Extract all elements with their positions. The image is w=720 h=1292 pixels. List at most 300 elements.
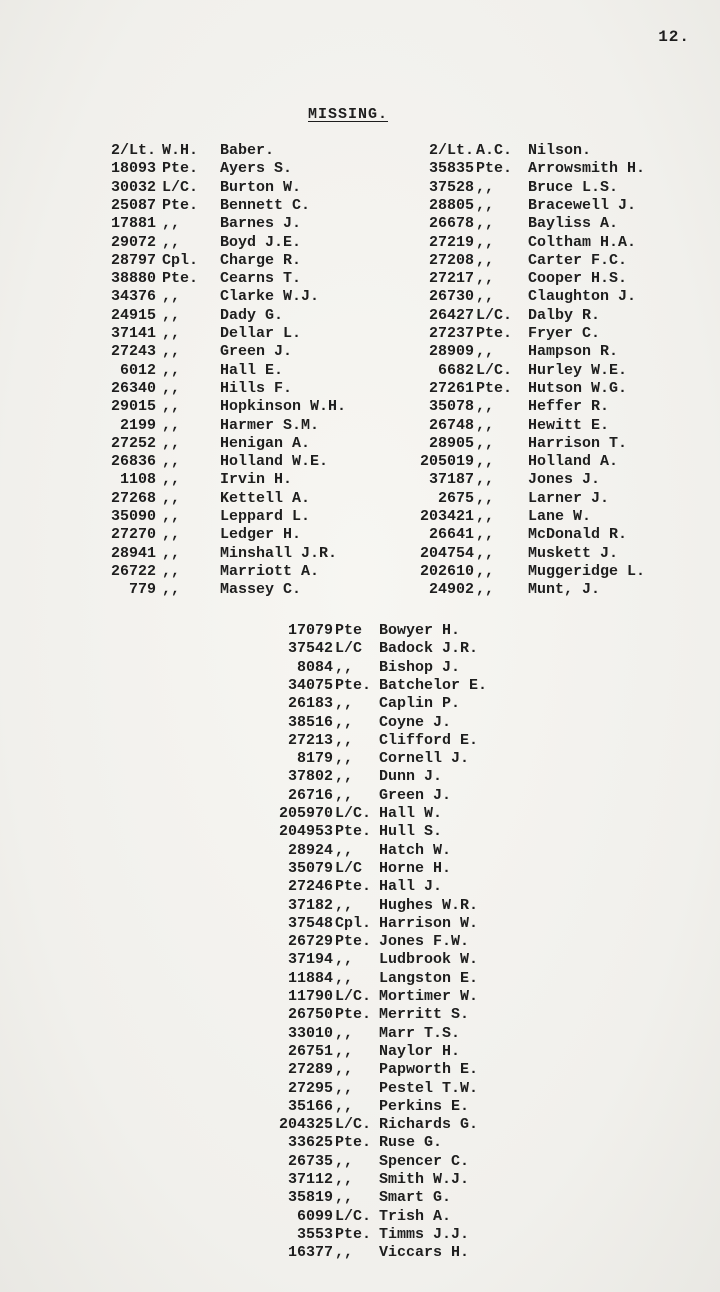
list-item <box>100 343 700 361</box>
service-number: 37528 <box>428 178 474 196</box>
service-number: 34376 <box>110 288 156 306</box>
soldier-name: Bracewell J. <box>528 196 637 214</box>
rank: Cpl. <box>162 251 199 269</box>
service-number: 27261 <box>428 379 474 397</box>
rank: ,, <box>162 526 181 544</box>
soldier-name: Hewitt E. <box>528 416 610 434</box>
list-item <box>255 860 615 878</box>
soldier-name: Trish A. <box>379 1207 452 1225</box>
service-number: 17881 <box>110 215 156 233</box>
rank: ,, <box>162 288 181 306</box>
rank: ,, <box>335 750 354 768</box>
rank: ,, <box>476 398 495 416</box>
service-number: 2/Lt. <box>428 142 474 159</box>
service-number: 26735 <box>287 1152 333 1170</box>
service-number: 27246 <box>287 878 333 896</box>
service-number: 27208 <box>428 251 474 269</box>
service-number: 26641 <box>428 526 474 544</box>
service-number: 26751 <box>287 1042 333 1060</box>
rank: ,, <box>335 786 354 804</box>
rank: Pte. <box>476 379 513 397</box>
service-number: 28941 <box>110 544 156 562</box>
rank: ,, <box>476 471 495 489</box>
service-number: 35079 <box>287 859 333 877</box>
list-item <box>100 252 700 270</box>
service-number: 18093 <box>110 160 156 178</box>
rank: ,, <box>335 896 354 914</box>
rank: ,, <box>162 489 181 507</box>
service-number: 8084 <box>296 658 333 676</box>
service-number: 38880 <box>110 270 156 288</box>
soldier-name: Nilson. <box>528 142 592 159</box>
rank: ,, <box>162 379 181 397</box>
list-item <box>255 842 615 860</box>
service-number: 11884 <box>287 969 333 987</box>
list-item <box>255 1208 615 1226</box>
service-number: 27252 <box>110 434 156 452</box>
soldier-name: Spencer C. <box>379 1152 470 1170</box>
service-number: 3553 <box>296 1225 333 1243</box>
soldier-name: Munt, J. <box>528 581 601 599</box>
soldier-name: Green J. <box>220 343 293 361</box>
page-number: 12. <box>658 28 690 46</box>
soldier-name: Horne H. <box>379 859 452 877</box>
service-number: 27213 <box>287 731 333 749</box>
soldier-name: Langston E. <box>379 969 479 987</box>
soldier-name: Pestel T.W. <box>379 1079 479 1097</box>
service-number: 26716 <box>287 786 333 804</box>
rank: Pte. <box>335 823 372 841</box>
service-number: 35819 <box>287 1189 333 1207</box>
rank: L/C. <box>335 1207 372 1225</box>
soldier-name: Massey C. <box>220 581 302 599</box>
service-number: 26678 <box>428 215 474 233</box>
service-number: 8179 <box>296 750 333 768</box>
soldier-name: Perkins E. <box>379 1097 470 1115</box>
soldier-name: Irvin H. <box>220 471 293 489</box>
soldier-name: Hatch W. <box>379 841 452 859</box>
soldier-name: Naylor H. <box>379 1042 461 1060</box>
service-number: 27268 <box>110 489 156 507</box>
rank: ,, <box>162 416 181 434</box>
service-number: 28905 <box>428 434 474 452</box>
list-item <box>255 1134 615 1152</box>
list-item <box>100 471 700 489</box>
list-item <box>255 750 615 768</box>
rank: ,, <box>162 398 181 416</box>
service-number: 6099 <box>296 1207 333 1225</box>
service-number: 33010 <box>287 1024 333 1042</box>
rank: ,, <box>162 544 181 562</box>
rank: A.C. <box>476 142 513 159</box>
soldier-name: Arrowsmith H. <box>528 160 646 178</box>
service-number: 37182 <box>287 896 333 914</box>
soldier-name: Cearns T. <box>220 270 302 288</box>
list-item <box>100 325 700 343</box>
service-number: 26836 <box>110 453 156 471</box>
rank: Pte. <box>476 160 513 178</box>
service-number: 17079 <box>287 622 333 639</box>
list-item <box>100 142 700 160</box>
soldier-name: Barnes J. <box>220 215 302 233</box>
rank: Pte <box>335 622 363 639</box>
rank: Pte. <box>162 160 199 178</box>
rank: ,, <box>476 233 495 251</box>
list-item <box>100 453 700 471</box>
soldier-name: Green J. <box>379 786 452 804</box>
soldier-name: Timms J.J. <box>379 1225 470 1243</box>
rank: ,, <box>476 562 495 580</box>
list-item <box>255 659 615 677</box>
list-item <box>100 490 700 508</box>
list-item <box>100 197 700 215</box>
rank: W.H. <box>162 142 199 159</box>
rank: Pte. <box>335 1225 372 1243</box>
list-item <box>255 988 615 1006</box>
rank: ,, <box>476 544 495 562</box>
rank: ,, <box>162 562 181 580</box>
rank: ,, <box>162 215 181 233</box>
list-item <box>100 307 700 325</box>
soldier-name: Badock J.R. <box>379 640 479 658</box>
service-number: 37112 <box>287 1171 333 1188</box>
soldier-name: Hughes W.R. <box>379 896 479 914</box>
soldier-name: Dalby R. <box>528 306 601 324</box>
soldier-name: Fryer C. <box>528 325 601 342</box>
soldier-name: Coltham H.A. <box>528 233 637 251</box>
list-item <box>100 362 700 380</box>
soldier-name: Holland W.E. <box>220 453 329 471</box>
list-item <box>100 215 700 233</box>
soldier-name: Bishop J. <box>379 658 461 676</box>
list-item <box>255 1006 615 1024</box>
list-item <box>100 581 700 599</box>
rank: ,, <box>335 951 354 969</box>
service-number: 35090 <box>110 508 156 525</box>
soldier-name: Clifford E. <box>379 731 479 749</box>
rank: ,, <box>162 471 181 489</box>
rank: L/C. <box>476 361 513 379</box>
service-number: 35166 <box>287 1097 333 1115</box>
soldier-name: Ruse G. <box>379 1134 443 1152</box>
rank: ,, <box>335 1079 354 1097</box>
soldier-name: Jones F.W. <box>379 933 470 951</box>
rank: ,, <box>162 233 181 251</box>
list-item <box>255 714 615 732</box>
rank: L/C. <box>335 1116 372 1134</box>
service-number: 204325 <box>278 1116 333 1134</box>
service-number: 29072 <box>110 233 156 251</box>
list-item <box>255 951 615 969</box>
soldier-name: Larner J. <box>528 489 610 507</box>
list-item <box>100 270 700 288</box>
rank: Pte. <box>335 933 372 951</box>
soldier-name: Hall J. <box>379 878 443 896</box>
list-item <box>255 640 615 658</box>
list-item <box>255 677 615 695</box>
rank: ,, <box>162 581 181 599</box>
list-item <box>255 805 615 823</box>
service-number: 25087 <box>110 196 156 214</box>
service-number: 6682 <box>437 361 474 379</box>
soldier-name: Ludbrook W. <box>379 951 479 969</box>
soldier-name: Richards G. <box>379 1116 479 1134</box>
service-number: 205970 <box>278 805 333 822</box>
list-item <box>255 915 615 933</box>
rank: ,, <box>335 841 354 859</box>
list-item <box>255 1244 615 1262</box>
service-number: 1108 <box>119 471 156 489</box>
service-number: 779 <box>128 581 156 599</box>
section-heading: MISSING. <box>308 106 389 123</box>
rank: Pte. <box>335 878 372 896</box>
list-item <box>255 1171 615 1189</box>
service-number: 2675 <box>437 489 474 507</box>
soldier-name: Hurley W.E. <box>528 361 628 379</box>
service-number: 33625 <box>287 1134 333 1152</box>
soldier-name: Harrison W. <box>379 914 479 932</box>
list-item <box>100 545 700 563</box>
soldier-name: Clarke W.J. <box>220 288 320 306</box>
list-item <box>255 1025 615 1043</box>
list-item <box>100 179 700 197</box>
list-item <box>255 933 615 951</box>
soldier-name: Marriott A. <box>220 562 320 580</box>
service-number: 27270 <box>110 526 156 544</box>
soldier-name: Viccars H. <box>379 1244 470 1262</box>
rank: ,, <box>335 1042 354 1060</box>
list-item <box>255 768 615 786</box>
rank: ,, <box>335 695 354 713</box>
rank: ,, <box>476 270 495 288</box>
list-item <box>100 234 700 252</box>
soldier-name: Hall E. <box>220 361 284 379</box>
service-number: 37802 <box>287 768 333 786</box>
soldier-name: Coyne J. <box>379 713 452 731</box>
soldier-name: Hampson R. <box>528 343 619 361</box>
rank: ,, <box>335 768 354 786</box>
list-item <box>100 380 700 398</box>
service-number: 203421 <box>419 508 474 525</box>
list-item <box>255 1153 615 1171</box>
rank: L/C. <box>162 178 199 196</box>
list-item <box>255 1098 615 1116</box>
rank: L/C. <box>335 805 372 822</box>
list-item <box>100 288 700 306</box>
list-item <box>100 526 700 544</box>
rank: ,, <box>476 215 495 233</box>
list-item <box>255 732 615 750</box>
rank: ,, <box>476 178 495 196</box>
rank: ,, <box>335 1152 354 1170</box>
service-number: 27295 <box>287 1079 333 1097</box>
rank: ,, <box>335 1244 354 1262</box>
service-number: 37548 <box>287 914 333 932</box>
service-number: 16377 <box>287 1244 333 1262</box>
list-item <box>100 508 700 526</box>
soldier-name: Harmer S.M. <box>220 416 320 434</box>
list-item <box>100 435 700 453</box>
rank: ,, <box>335 1171 354 1188</box>
service-number: 35078 <box>428 398 474 416</box>
soldier-name: Claughton J. <box>528 288 637 306</box>
soldier-name: Harrison T. <box>528 434 628 452</box>
rank: ,, <box>476 251 495 269</box>
rank: L/C <box>335 859 363 877</box>
rank: ,, <box>162 361 181 379</box>
rank: ,, <box>335 1061 354 1079</box>
soldier-name: Burton W. <box>220 178 302 196</box>
rank: ,, <box>476 416 495 434</box>
rank: Pte. <box>335 676 372 694</box>
soldier-name: Cornell J. <box>379 750 470 768</box>
soldier-name: Caplin P. <box>379 695 461 713</box>
rank: ,, <box>162 306 181 324</box>
list-item <box>255 1189 615 1207</box>
soldier-name: Hopkinson W.H. <box>220 398 347 416</box>
rank: ,, <box>162 343 181 361</box>
soldier-name: Carter F.C. <box>528 251 628 269</box>
rank: Pte. <box>335 1134 372 1152</box>
rank: ,, <box>476 489 495 507</box>
rank: Pte. <box>162 196 199 214</box>
rank: ,, <box>162 434 181 452</box>
soldier-name: Hutson W.G. <box>528 379 628 397</box>
list-item <box>255 1061 615 1079</box>
service-number: 24915 <box>110 306 156 324</box>
list-item <box>255 1043 615 1061</box>
rank: ,, <box>476 526 495 544</box>
rank: ,, <box>476 453 495 471</box>
rank: Cpl. <box>335 914 372 932</box>
soldier-name: Ledger H. <box>220 526 302 544</box>
service-number: 2/Lt. <box>110 142 156 159</box>
service-number: 26183 <box>287 695 333 713</box>
service-number: 34075 <box>287 676 333 694</box>
service-number: 26750 <box>287 1006 333 1024</box>
rank: ,, <box>335 731 354 749</box>
service-number: 38516 <box>287 713 333 731</box>
service-number: 6012 <box>119 361 156 379</box>
rank: ,, <box>335 713 354 731</box>
soldier-name: Ayers S. <box>220 160 293 178</box>
rank: ,, <box>476 288 495 306</box>
list-item <box>255 823 615 841</box>
soldier-name: Bayliss A. <box>528 215 619 233</box>
service-number: 37194 <box>287 951 333 969</box>
service-number: 37187 <box>428 471 474 489</box>
list-item <box>255 970 615 988</box>
service-number: 28805 <box>428 196 474 214</box>
soldier-name: Dunn J. <box>379 768 443 786</box>
soldier-name: Muskett J. <box>528 544 619 562</box>
rank: Pte. <box>162 270 199 288</box>
rank: ,, <box>162 508 181 525</box>
soldier-name: Holland A. <box>528 453 619 471</box>
rank: ,, <box>476 508 495 525</box>
rank: ,, <box>335 1189 354 1207</box>
soldier-name: Hall W. <box>379 805 443 822</box>
soldier-name: Heffer R. <box>528 398 610 416</box>
soldier-name: Bruce L.S. <box>528 178 619 196</box>
list-item <box>255 695 615 713</box>
service-number: 26748 <box>428 416 474 434</box>
service-number: 26729 <box>287 933 333 951</box>
soldier-name: Minshall J.R. <box>220 544 338 562</box>
soldier-name: Dellar L. <box>220 325 302 342</box>
service-number: 30032 <box>110 178 156 196</box>
soldier-name: Merritt S. <box>379 1006 470 1024</box>
list-item <box>255 1116 615 1134</box>
service-number: 27217 <box>428 270 474 288</box>
service-number: 2199 <box>119 416 156 434</box>
soldier-name: Bennett C. <box>220 196 311 214</box>
rank: ,, <box>476 434 495 452</box>
service-number: 11790 <box>287 988 333 1005</box>
service-number: 28909 <box>428 343 474 361</box>
soldier-name: Batchelor E. <box>379 676 488 694</box>
rank: ,, <box>335 658 354 676</box>
rank: ,, <box>335 969 354 987</box>
soldier-name: Kettell A. <box>220 489 311 507</box>
service-number: 205019 <box>419 453 474 471</box>
list-item <box>100 160 700 178</box>
list-item <box>255 878 615 896</box>
service-number: 27289 <box>287 1061 333 1079</box>
rank: ,, <box>476 343 495 361</box>
list-item <box>255 1080 615 1098</box>
rank: L/C <box>335 640 363 658</box>
list-item <box>100 417 700 435</box>
soldier-name: Hull S. <box>379 823 443 841</box>
service-number: 27219 <box>428 233 474 251</box>
service-number: 26340 <box>110 379 156 397</box>
service-number: 27237 <box>428 325 474 342</box>
service-number: 204953 <box>278 823 333 841</box>
service-number: 28797 <box>110 251 156 269</box>
service-number: 35835 <box>428 160 474 178</box>
soldier-name: Smart G. <box>379 1189 452 1207</box>
service-number: 37542 <box>287 640 333 658</box>
soldier-name: Charge R. <box>220 251 302 269</box>
list-item <box>255 897 615 915</box>
list-item <box>100 398 700 416</box>
soldier-name: Jones J. <box>528 471 601 489</box>
soldier-name: Dady G. <box>220 306 284 324</box>
service-number: 202610 <box>419 562 474 580</box>
soldier-name: Mortimer W. <box>379 988 479 1005</box>
soldier-name: Papworth E. <box>379 1061 479 1079</box>
rank: ,, <box>335 1097 354 1115</box>
rank: Pte. <box>335 1006 372 1024</box>
soldier-name: Smith W.J. <box>379 1171 470 1188</box>
rank: ,, <box>476 581 495 599</box>
soldier-name: Henigan A. <box>220 434 311 452</box>
service-number: 29015 <box>110 398 156 416</box>
soldier-name: Hills F. <box>220 379 293 397</box>
service-number: 26427 <box>428 306 474 324</box>
rank: L/C. <box>335 988 372 1005</box>
service-number: 24902 <box>428 581 474 599</box>
soldier-name: McDonald R. <box>528 526 628 544</box>
soldier-name: Boyd J.E. <box>220 233 302 251</box>
soldier-name: Bowyer H. <box>379 622 461 639</box>
service-number: 27243 <box>110 343 156 361</box>
service-number: 37141 <box>110 325 156 342</box>
service-number: 204754 <box>419 544 474 562</box>
list-item <box>100 563 700 581</box>
service-number: 26730 <box>428 288 474 306</box>
